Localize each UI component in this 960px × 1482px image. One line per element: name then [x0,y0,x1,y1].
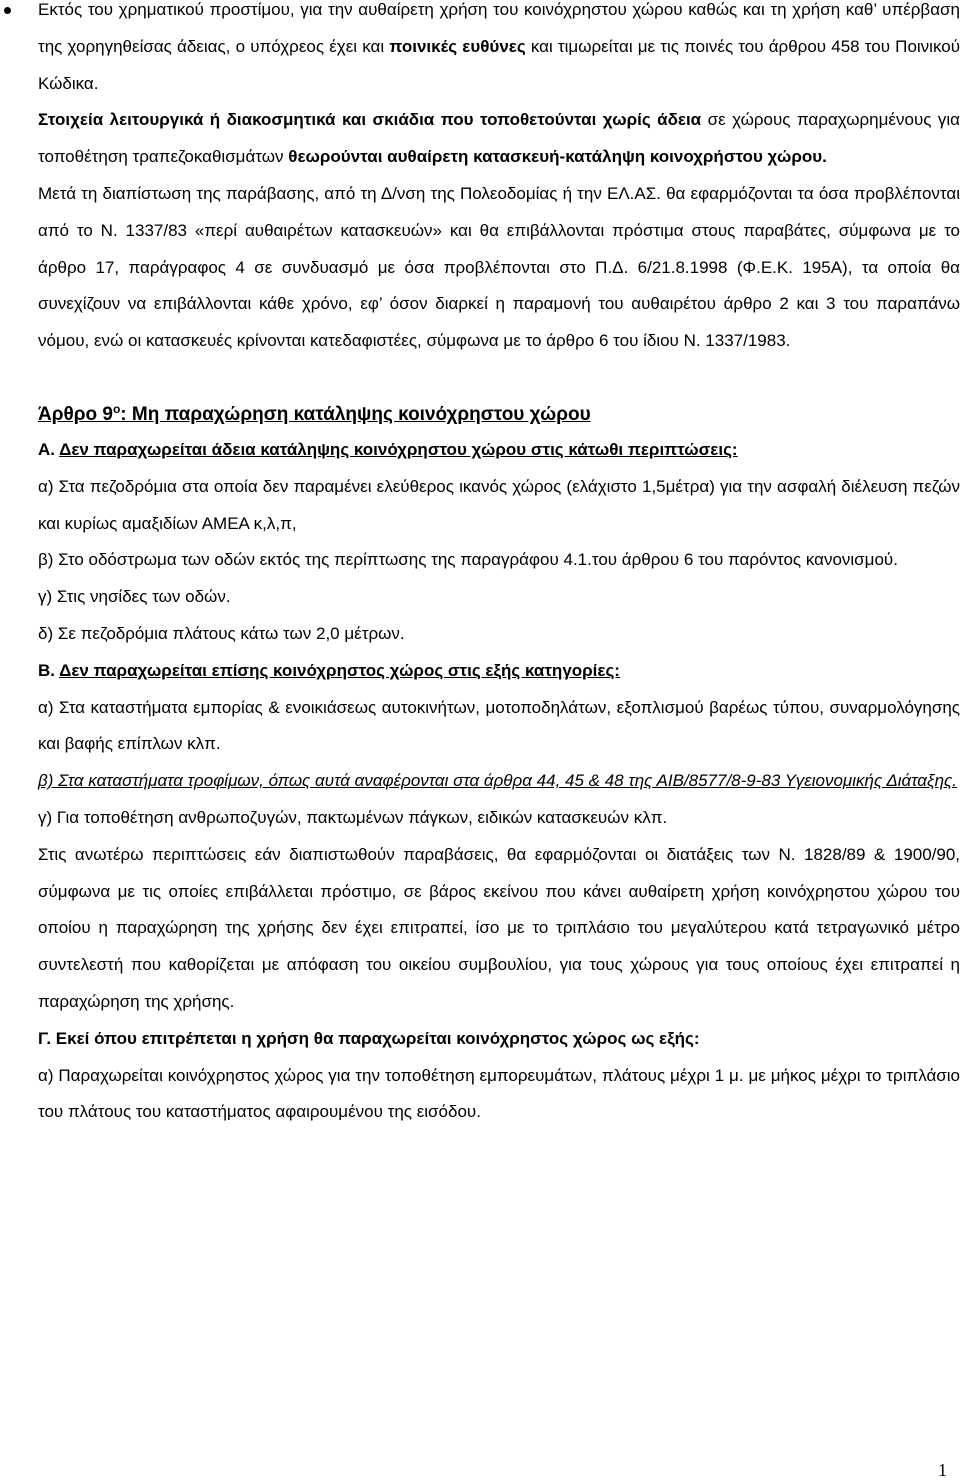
section-b-item-a: α) Στα καταστήματα εμπορίας & ενοικιάσεως αυτοκινήτων, μοτοποδηλάτων, εξοπλισμού βαρέως τύπου, συναρμολόγησης και βαφής επίπλων κλπ. [38,697,960,754]
section-a-letter: Α. [38,439,60,459]
article-title: : Μη παραχώρηση κατάληψης κοινόχρηστου χώρου [120,403,591,425]
section-b-closing: Στις ανωτέρω περιπτώσεις εάν διαπιστωθούν παραβάσεις, θα εφαρμόζονται οι διατάξεις των Ν. 1828/89 & 1900/90, σύμφωνα με τις οποίες επιβάλλεται πρόστιμο, σε βάρος εκείνου που κάνει αυθαίρετη χρήση κοινόχρηστου χώρου του οποίου η παραχώρηση της χρήσης δεν έχει επιτραπεί, ίσο με το τριπλάσιο του μεγαλύτερου κατά τετραγωνικό μέτρο συντελεστή που καθορίζεται με απόφαση του οικείου συμβουλίου, για τους χώρους για τους οποίους έχει επιτραπεί η παραχώρηση της χρήσης. [38,844,960,1011]
section-b-title [38,653,960,690]
penalty-paragraph [38,0,960,102]
section-b-letter: Β. [38,660,60,680]
section-a-item-a: α) Στα πεζοδρόμια στα οποία δεν παραμένει ελεύθερος ικανός χώρος (ελάχιστο 1,5μέτρα) για την ασφαλή διέλευση πεζών και κυρίως αμαξιδίων ΑΜΕΑ κ,λ,π, [38,476,960,533]
section-a-title-text: Δεν παραχωρείται άδεια κατάληψης κοινόχρηστου χώρου στις κάτωθι περιπτώσεις: [59,439,738,459]
penalty-tail: και τιμωρείται με τις ποινές του άρθρου 458 του Ποινικού Κώδικα. [38,36,960,93]
article-number: Άρθρο 9 [38,403,113,425]
document-page [5,0,960,1131]
unauthorized-structures-paragraph [38,102,960,176]
page-number: 1 [938,1460,947,1480]
section-b-item-c: γ) Για τοποθέτηση ανθρωποζυγών, πακτωμένων πάγκων, ειδικών κατασκευών κλπ. [38,807,668,827]
section-c-item-a: α) Παραχωρείται κοινόχρηστος χώρος για την τοποθέτηση εμπορευμάτων, πλάτους μέχρι 1 μ. με μήκος μέχρι το τριπλάσιο του πλάτους του καταστήματος αφαιρουμένου της εισόδου. [38,1065,960,1122]
criminal-liability-bold: ποινικές ευθύνες [389,36,526,56]
section-a-item-d: δ) Σε πεζοδρόμια πλάτους κάτω των 2,0 μέτρων. [38,623,405,643]
bulleted-block [5,0,960,360]
penalty-text: Εκτός του χρηματικού προστίμου, για την αυθαίρετη χρήση του κοινόχρηστου χώρου καθώς και τη χρήση καθ’ υπέρβαση της χορηγηθείσας άδειας, ο υπόχρεος έχει και [38,0,960,56]
article-ordinal: ο [112,401,121,416]
section-a-title [38,432,960,469]
article-9 [5,398,960,1131]
unauthorized-structures-bold: Στοιχεία λειτουργικά ή διακοσμητικά και σκιάδια που τοποθετούνται χωρίς άδεια [38,110,702,130]
section-a-item-b: β) Στο οδόστρωμα των οδών εκτός της περίπτωσης της παραγράφου 4.1.του άρθρου 6 του παρόντος κανονισμού. [38,550,898,570]
section-c-title: Γ. Εκεί όπου επιτρέπεται η χρήση θα παραχωρείται κοινόχρηστος χώρος ως εξής: [38,1028,700,1048]
violation-procedure-paragraph: Μετά τη διαπίστωση της παράβασης, από τη Δ/νση της Πολεοδομίας ή την ΕΛ.ΑΣ. θα εφαρμόζονται τα όσα προβλέπονται από το Ν. 1337/83 «περί αυθαιρέτων κατασκευών» και θα επιβάλλονται πρόστιμα στους παραβάτες, σύμφωνα με το άρθρο 17, παράγραφος 4 σε συνδυασμό με όσα προβλέπονται στο Π.Δ. 6/21.8.1998 (Φ.Ε.Κ. 195Α), τα οποία θα συνεχίζουν να επιβάλλονται κάθε χρόνο, εφ’ όσον διαρκεί η παραμονή του αυθαιρέτου άρθρο 2 και 3 του παραπάνω νόμου, ενώ οι κατασκευές κρίνονται κατεδαφιστέες, σύμφωνα με το άρθρο 6 του ίδιου Ν. 1337/1983. [38,183,960,351]
section-b-item-b: β) Στα καταστήματα τροφίμων, όπως αυτά αναφέρονται στα άρθρα 44, 45 & 48 της ΑΙΒ/8577/8-9-83 Υγειονομικής Διάταξης. [38,771,958,791]
section-a-item-c: γ) Στις νησίδες των οδών. [38,587,231,607]
section-b-title-text: Δεν παραχωρείται επίσης κοινόχρηστος χώρος στις εξής κατηγορίες: [59,660,620,680]
article-heading [38,398,960,432]
unauthorized-structures-text: σε χώρους παραχωρημένους για τοποθέτηση τραπεζοκαθισμάτων [38,110,960,167]
arbitrary-construction-bold: θεωρούνται αυθαίρετη κατασκευή-κατάληψη κοινοχρήστου χώρου. [288,147,827,167]
